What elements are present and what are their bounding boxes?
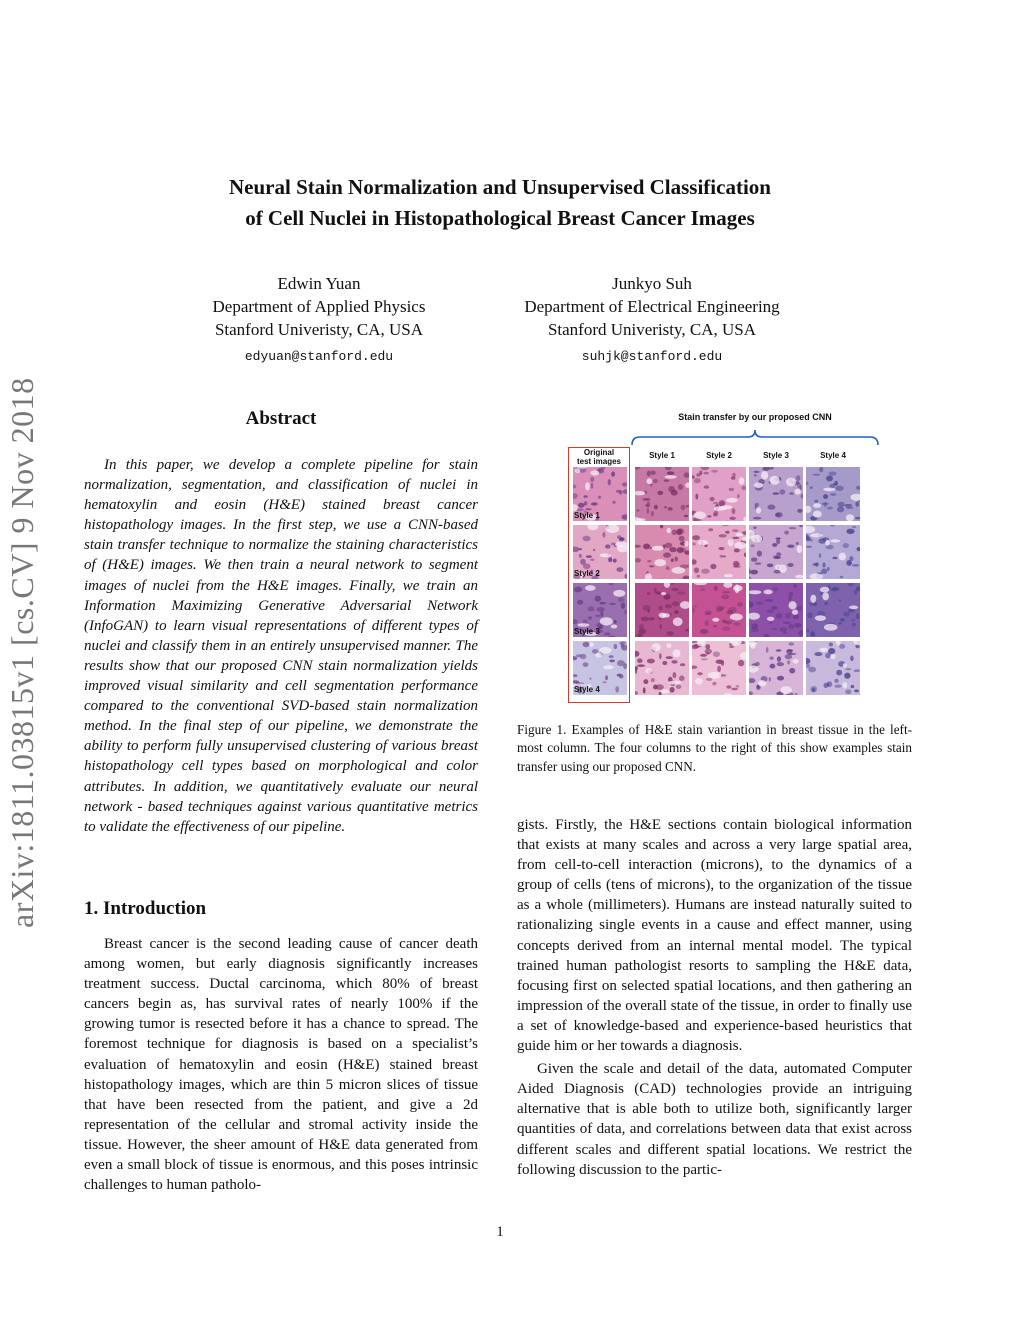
column-header-style-1: Style 1 [649,451,675,460]
original-header-line-1: Original [583,448,615,457]
author-block-1 [168,272,470,368]
right-paragraph-1: gists. Firstly, the H&E sections contain biological information that exists at many scales and across a very large spatial area, from cell-to-cell interaction (microns), to the dynamics of a group of cells (tens of microns), to the organization of the tissue as a whole (millimeters). Humans are instead naturally suited to rationalizing single events in a cause and effect manner, using concepts derived from an internal mental model. The typical trained human pathologist resorts to sampling the H&E data, focusing first on selected spatial locations, and then gathering an impression of the overall state of the tissue, in order to finally use a set of knowledge-based and experience-based heuristics that guide him or her towards a diagnosis. [517,817,912,1055]
right-column-body [517,815,912,1180]
figure-top-label: Stain transfer by our proposed CNN [678,412,832,422]
figure-1-caption: Figure 1. Examples of H&E stain variantion in breast tissue in the left-most column. The four columns to the right of this show examples stain transfer using our proposed CNN. [517,722,912,774]
curly-brace-icon [630,427,880,447]
author-institution: Stanford Univeristy, CA, USA [547,320,757,339]
histology-image-tile [635,525,689,579]
author-block-2 [492,272,812,368]
author-email[interactable]: edyuan@stanford.edu [244,349,394,364]
histology-image-tile [692,583,746,637]
column-header-style-4: Style 4 [820,451,846,460]
abstract-heading: Abstract [245,408,317,429]
column-header-style-2: Style 2 [706,451,732,460]
column-header-style-3: Style 3 [763,451,789,460]
histology-image-tile [806,583,860,637]
histology-image-tile [749,641,803,695]
figure-1 [560,405,880,710]
histology-image-tile [635,583,689,637]
histology-image-tile [635,641,689,695]
author-department: Department of Electrical Engineering [524,297,780,316]
author-institution: Stanford Univeristy, CA, USA [214,320,424,339]
page-number: 1 [496,1224,504,1240]
histology-image-tile [692,641,746,695]
introduction-heading: 1. Introduction [84,898,207,919]
histology-image-tile [806,641,860,695]
histology-image-tile [749,467,803,521]
arxiv-identifier: arXiv:1811.03815v1 [cs.CV] 9 Nov 2018 [4,377,40,928]
original-column-header [568,448,630,466]
author-name: Edwin Yuan [277,274,361,293]
row-label-style-4: Style 4 [574,685,600,694]
title-line-1: Neural Stain Normalization and Unsupervised Classification [229,175,771,199]
author-name: Junkyo Suh [612,274,692,293]
histology-image-tile [692,525,746,579]
introduction-body [84,934,478,1195]
title-line-2: of Cell Nuclei in Histopathological Breast Cancer Images [245,206,755,230]
author-email[interactable]: suhjk@stanford.edu [581,349,723,364]
histology-image-tile [806,525,860,579]
original-header-line-2: test images [576,457,622,466]
abstract-body [84,455,478,837]
histology-image-tile [749,525,803,579]
row-label-style-3: Style 3 [574,627,600,636]
histology-image-tile [692,467,746,521]
histology-image-tile [806,467,860,521]
author-department: Department of Applied Physics [212,297,426,316]
histology-image-tile [635,467,689,521]
introduction-paragraph: Breast cancer is the second leading cause of cancer death among women, but early diagnosis significantly increases treatment success. Ductal carcinoma, which 80% of breast cancers begin as, has survival rates of nearly 100% if the growing tumor is resected before it has a chance to spread. The foremost technique for diagnosis is based on a specialist’s evaluation of hematoxylin and eosin (H&E) stained breast histopathology images, which are thin 5 micron slices of tissue that have been resected from the patient, and give a 2d representation of the cellular and stromal activity inside the tissue. However, the sheer amount of H&E data generated from even a small block of tissue is enormous, and this poses intrinsic challenges to human patholo- [84,936,478,1194]
abstract-paragraph: In this paper, we develop a complete pipeline for stain normalization, segmentation, and classification of nuclei in hematoxylin and eosin (H&E) stained breast cancer histopathology images. In the first step, we use a CNN-based stain transfer technique to normalize the staining characteristics of (H&E) images. We then train a neural network to segment images of nuclei from the H&E images. Finally, we train an Information Maximizing Generative Adversarial Network (InfoGAN) to learn visual representations of different types of nuclei and classify them in an entirely unsupervised manner. The results show that our proposed CNN stain normalization yields improved visual similarity and cell segmentation performance compared to the conventional SVD-based stain normalization method. In the final step of our pipeline, we demonstrate the ability to perform fully unsupervised clustering of various breast histopathology cell types based on morphological and color attributes. In addition, we quantitatively evaluate our neural network - based techniques against various quantitative metrics to validate the effectiveness of our pipeline. [84,457,478,835]
paper-title [0,172,1000,234]
row-label-style-1: Style 1 [574,511,600,520]
row-label-style-2: Style 2 [574,569,600,578]
histology-image-tile [749,583,803,637]
right-paragraph-2: Given the scale and detail of the data, automated Computer Aided Diagnosis (CAD) technologies provide an intriguing alternative that is able both to utilize both, significantly larger quantities of data, and correlations between data that exist across different scales and different spatial locations. We restrict the following discussion to the partic- [517,1061,912,1178]
